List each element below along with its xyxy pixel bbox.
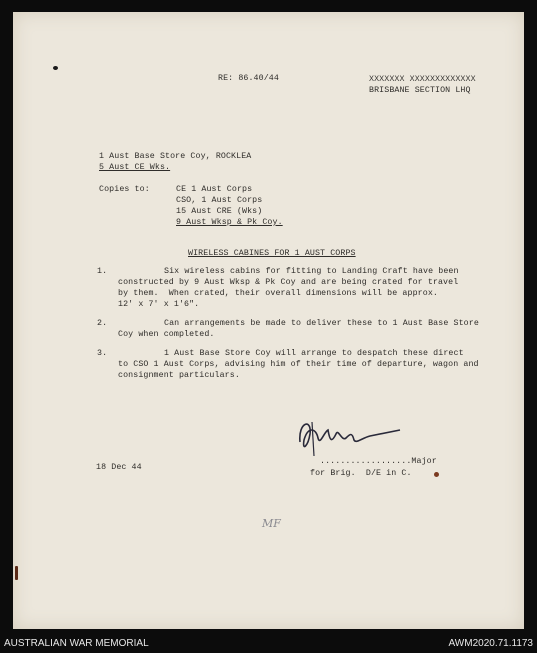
staple-mark — [15, 566, 18, 580]
paragraph-line: 1 Aust Base Store Coy will arrange to despatch these direct — [164, 349, 464, 358]
archive-name: AUSTRALIAN WAR MEMORIAL — [4, 638, 149, 649]
paragraph-number: 3. — [97, 349, 108, 358]
paragraph-number: 2. — [97, 319, 108, 328]
signature — [290, 412, 410, 462]
handwritten-initials: MF — [262, 517, 281, 530]
section-name: BRISBANE SECTION LHQ — [369, 86, 471, 95]
redacted-line: XXXXXXX XXXXXXXXXXXXX — [369, 75, 476, 84]
copies-item: 15 Aust CRE (Wks) — [176, 207, 263, 216]
copies-item: CSO, 1 Aust Corps — [176, 196, 263, 205]
copies-label: Copies to: — [99, 185, 150, 194]
addressee-line-1: 1 Aust Base Store Coy, ROCKLEA — [99, 152, 252, 161]
copies-item: CE 1 Aust Corps — [176, 185, 253, 194]
addressee-line-2: 5 Aust CE Wks. — [99, 163, 171, 172]
paragraph-line: consignment particulars. — [118, 371, 240, 380]
signatory-title: for Brig. D/E in C. — [310, 469, 412, 478]
paragraph-line: Six wireless cabins for fitting to Landing Craft have been — [164, 267, 459, 276]
signature-line: ..................Major — [320, 457, 437, 466]
reference-number: RE: 86.40/44 — [218, 74, 279, 83]
paragraph-number: 1. — [97, 267, 108, 276]
copies-item: 9 Aust Wksp & Pk Coy. — [176, 218, 283, 227]
document-date: 18 Dec 44 — [96, 463, 142, 472]
paragraph-line: by them. When crated, their overall dimensions will be approx. — [118, 289, 438, 298]
paragraph-line: Coy when completed. — [118, 330, 215, 339]
paragraph-line: constructed by 9 Aust Wksp & Pk Coy and are being crated for travel — [118, 278, 459, 287]
paragraph-line: to CSO 1 Aust Corps, advising him of their time of departure, wagon and — [118, 360, 479, 369]
subject-heading: WIRELESS CABINES FOR 1 AUST CORPS — [188, 249, 356, 258]
archive-reference: AWM2020.71.1173 — [448, 638, 533, 649]
paragraph-line: Can arrangements be made to deliver these to 1 Aust Base Store — [164, 319, 479, 328]
ink-mark — [53, 66, 58, 70]
rust-spot — [434, 472, 439, 477]
paragraph-line: 12' x 7' x 1'6". — [118, 300, 200, 309]
